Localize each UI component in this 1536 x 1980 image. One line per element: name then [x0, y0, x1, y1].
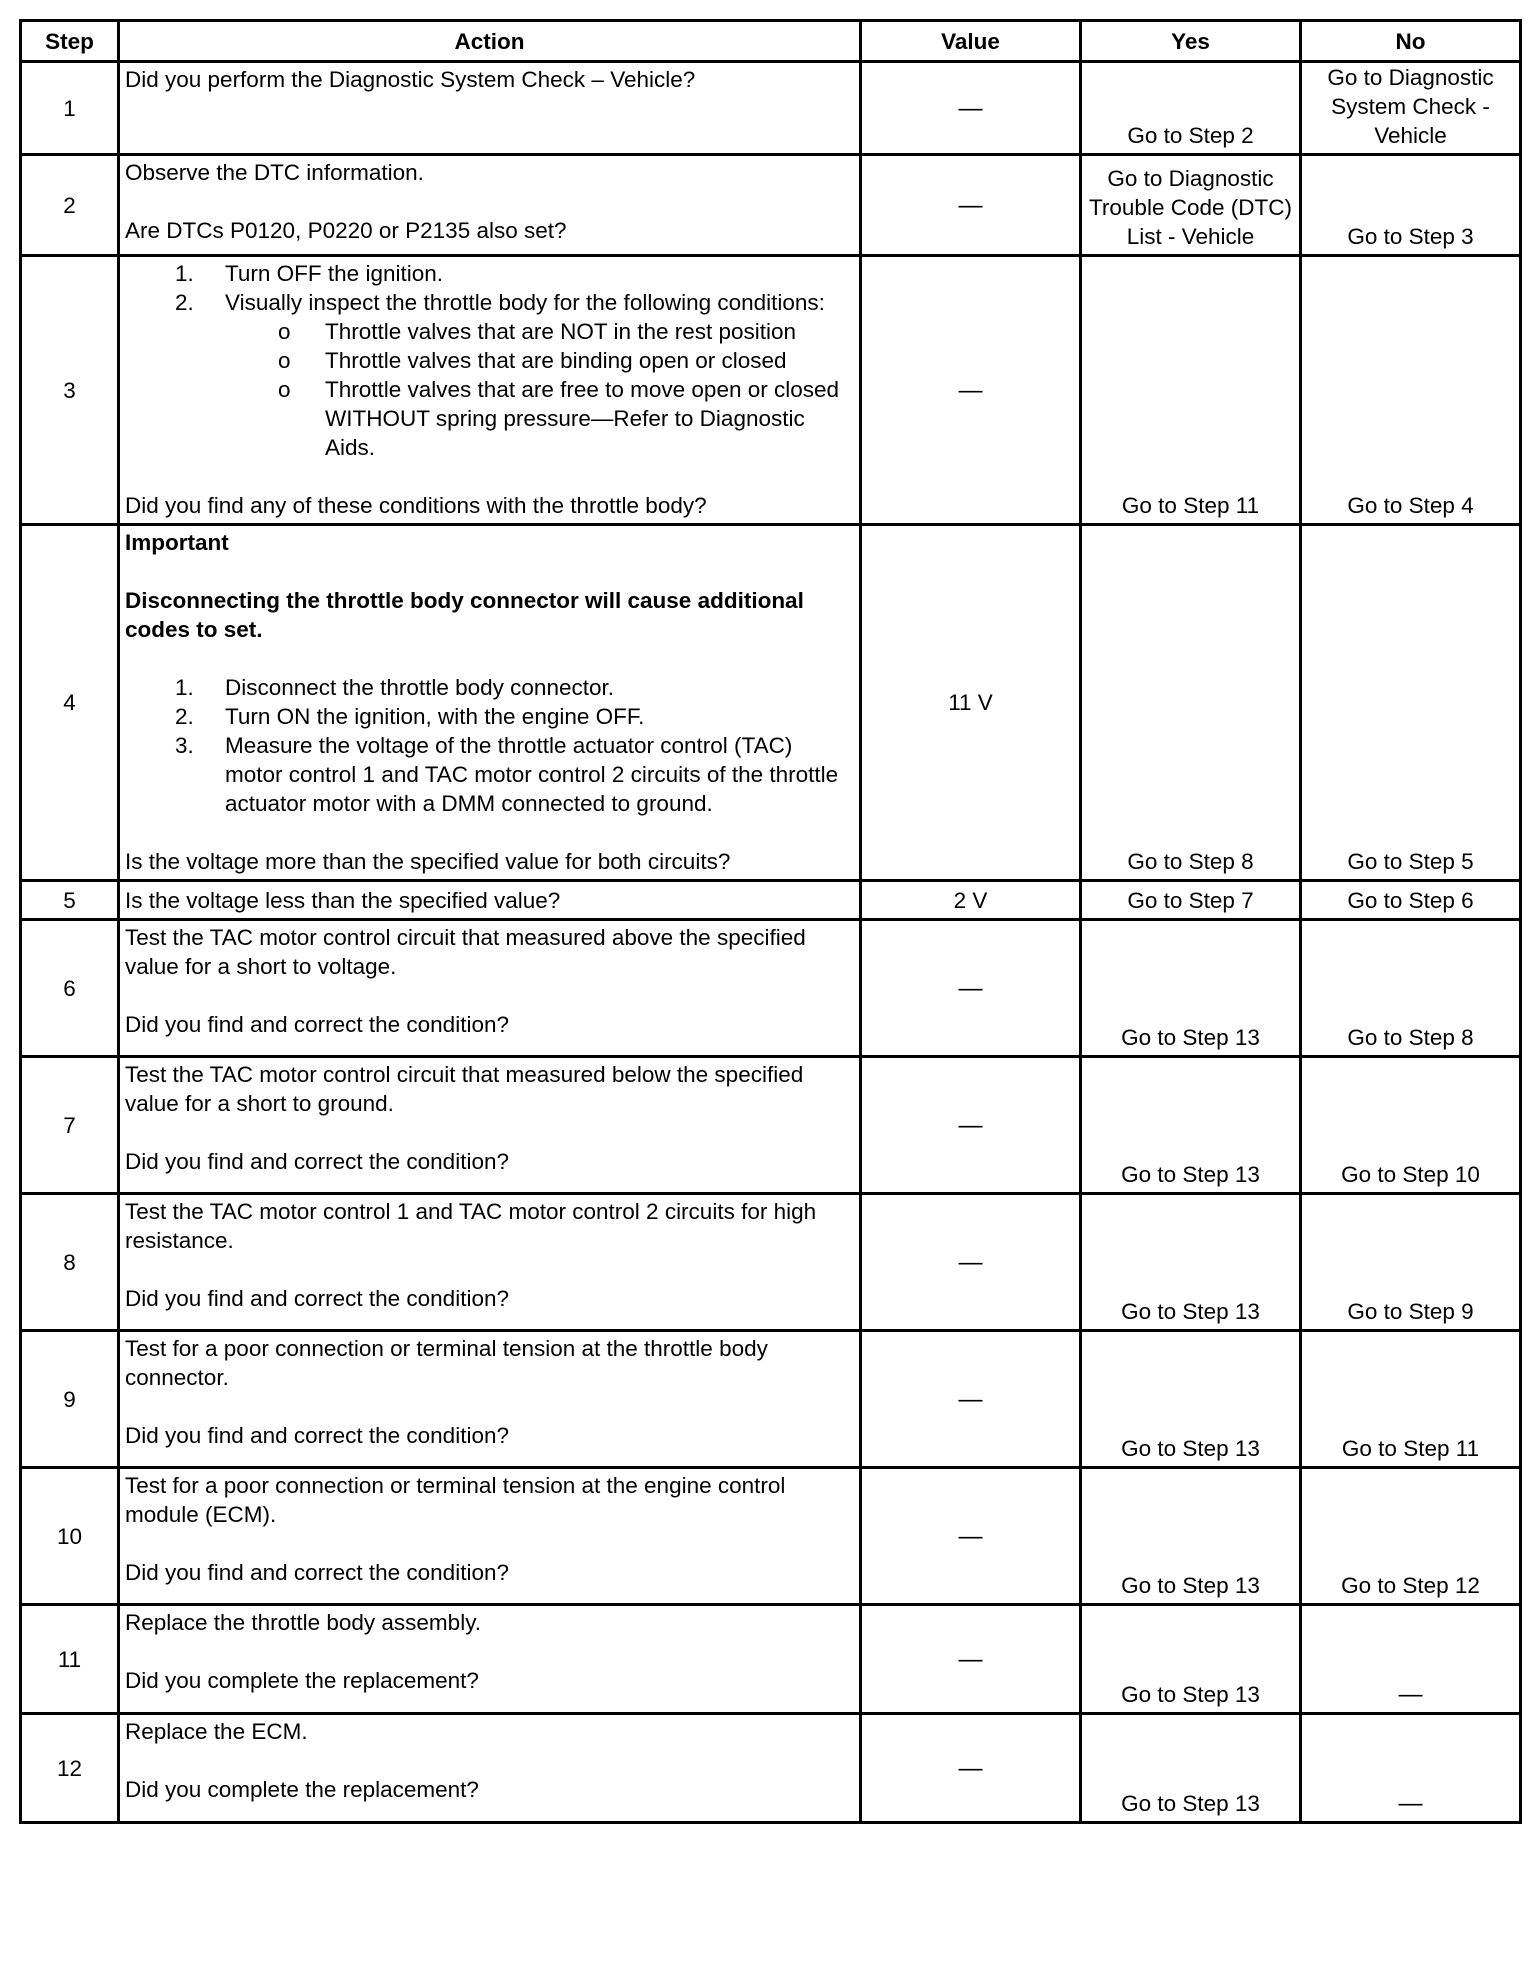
- header-action: Action: [119, 21, 861, 62]
- yes-cell: Go to Step 8: [1081, 525, 1301, 881]
- list-item: o Throttle valves that are binding open or closed: [278, 348, 787, 373]
- value-cell: —: [861, 62, 1081, 155]
- header-row: [21, 21, 1521, 62]
- header-yes: Yes: [1081, 21, 1301, 62]
- no-cell: Go to Step 8: [1301, 920, 1521, 1057]
- action-question: Did you find and correct the condition?: [125, 1560, 509, 1585]
- action-text: Test the TAC motor control circuit that measured above the specified value for a short to voltage.: [125, 925, 806, 979]
- yes-cell: Go to Diagnostic Trouble Code (DTC) List - Vehicle: [1081, 155, 1301, 256]
- table-row: [21, 525, 1521, 881]
- action-question: Are DTCs P0120, P0220 or P2135 also set?: [125, 218, 567, 243]
- value-cell: —: [861, 1057, 1081, 1194]
- list-item: 1. Turn OFF the ignition.: [175, 261, 444, 286]
- no-cell: Go to Step 12: [1301, 1468, 1521, 1605]
- action-question: Did you find and correct the condition?: [125, 1149, 509, 1174]
- no-cell: —: [1301, 1714, 1521, 1823]
- yes-cell: Go to Step 13: [1081, 1057, 1301, 1194]
- value-cell: 2 V: [861, 881, 1081, 920]
- action-question: Did you complete the replacement?: [125, 1777, 479, 1802]
- action-text: Test the TAC motor control 1 and TAC motor control 2 circuits for high resistance.: [125, 1199, 817, 1253]
- step-number: 6: [21, 920, 119, 1057]
- action-text: Test for a poor connection or terminal tension at the engine control module (ECM).: [125, 1473, 786, 1527]
- numbered-steps: [125, 259, 855, 317]
- numbered-steps: [125, 673, 855, 818]
- action-question: Did you find any of these conditions with the throttle body?: [125, 493, 707, 518]
- list-item: 2. Visually inspect the throttle body for the following conditions:: [175, 290, 825, 315]
- no-cell: —: [1301, 1605, 1521, 1714]
- action-question: Did you complete the replacement?: [125, 1668, 479, 1693]
- table-row: [21, 1194, 1521, 1331]
- header-value: Value: [861, 21, 1081, 62]
- table-row: [21, 256, 1521, 525]
- action-cell: [119, 1714, 861, 1823]
- yes-cell: Go to Step 7: [1081, 881, 1301, 920]
- step-number: 7: [21, 1057, 119, 1194]
- action-text: Replace the ECM.: [125, 1719, 308, 1744]
- step-number: 2: [21, 155, 119, 256]
- action-cell: [119, 1468, 861, 1605]
- table-row: [21, 155, 1521, 256]
- action-question: Is the voltage more than the specified value for both circuits?: [125, 849, 731, 874]
- no-cell: Go to Step 10: [1301, 1057, 1521, 1194]
- table-row: [21, 1714, 1521, 1823]
- action-cell: [119, 256, 861, 525]
- no-cell: Go to Step 11: [1301, 1331, 1521, 1468]
- table-row: [21, 1468, 1521, 1605]
- value-cell: —: [861, 920, 1081, 1057]
- action-cell: [119, 1194, 861, 1331]
- action-question: Did you find and correct the condition?: [125, 1012, 509, 1037]
- step-number: 3: [21, 256, 119, 525]
- yes-cell: Go to Step 13: [1081, 1468, 1301, 1605]
- no-cell: Go to Diagnostic System Check - Vehicle: [1301, 62, 1521, 155]
- action-cell: [119, 1331, 861, 1468]
- list-item: o Throttle valves that are NOT in the rest position: [278, 319, 797, 344]
- action-text: Is the voltage less than the specified value?: [125, 887, 561, 913]
- step-number: 12: [21, 1714, 119, 1823]
- action-cell: [119, 1605, 861, 1714]
- header-step: Step: [21, 21, 119, 62]
- list-item: o Throttle valves that are free to move open or closed WITHOUT spring pressure—Refer to Diagnostic Aids.: [278, 377, 840, 460]
- yes-cell: Go to Step 13: [1081, 1714, 1301, 1823]
- value-cell: —: [861, 155, 1081, 256]
- value-cell: —: [861, 1605, 1081, 1714]
- value-cell: —: [861, 1714, 1081, 1823]
- step-number: 1: [21, 62, 119, 155]
- no-cell: Go to Step 6: [1301, 881, 1521, 920]
- list-item: 1. Disconnect the throttle body connector.: [175, 675, 614, 700]
- step-number: 5: [21, 881, 119, 920]
- yes-cell: Go to Step 13: [1081, 1194, 1301, 1331]
- action-text: Replace the throttle body assembly.: [125, 1610, 482, 1635]
- action-cell: [119, 1057, 861, 1194]
- header-no: No: [1301, 21, 1521, 62]
- table-row: [21, 881, 1521, 920]
- step-number: 4: [21, 525, 119, 881]
- value-cell: —: [861, 1331, 1081, 1468]
- action-cell: [119, 525, 861, 881]
- action-cell: [119, 155, 861, 256]
- list-item: 3. Measure the voltage of the throttle actuator control (TAC) motor control 1 and TAC motor control 2 circuits of the throttle actuator motor with a DMM connected to ground.: [175, 733, 839, 816]
- diagnostic-table: [19, 19, 1522, 1824]
- step-number: 10: [21, 1468, 119, 1605]
- table-row: [21, 1331, 1521, 1468]
- no-cell: Go to Step 5: [1301, 525, 1521, 881]
- action-cell: [119, 62, 861, 155]
- action-question: Did you find and correct the condition?: [125, 1286, 509, 1311]
- action-text: Test for a poor connection or terminal tension at the throttle body connector.: [125, 1336, 768, 1390]
- table-row: [21, 920, 1521, 1057]
- action-text: Did you perform the Diagnostic System Check – Vehicle?: [125, 67, 696, 92]
- action-question: Did you find and correct the condition?: [125, 1423, 509, 1448]
- important-label: Important: [125, 530, 229, 555]
- action-text: Observe the DTC information.: [125, 160, 424, 185]
- table-row: [21, 1605, 1521, 1714]
- step-number: 8: [21, 1194, 119, 1331]
- yes-cell: Go to Step 2: [1081, 62, 1301, 155]
- step-number: 9: [21, 1331, 119, 1468]
- list-item: 2. Turn ON the ignition, with the engine OFF.: [175, 704, 645, 729]
- value-cell: —: [861, 1468, 1081, 1605]
- value-cell: —: [861, 1194, 1081, 1331]
- yes-cell: Go to Step 13: [1081, 1605, 1301, 1714]
- step-number: 11: [21, 1605, 119, 1714]
- action-cell: [119, 881, 861, 920]
- no-cell: Go to Step 4: [1301, 256, 1521, 525]
- value-cell: 11 V: [861, 525, 1081, 881]
- no-cell: Go to Step 9: [1301, 1194, 1521, 1331]
- action-cell: [119, 920, 861, 1057]
- important-warning: Disconnecting the throttle body connector will cause additional codes to set.: [125, 588, 804, 642]
- value-cell: —: [861, 256, 1081, 525]
- bullet-list: [125, 317, 855, 462]
- table-row: [21, 1057, 1521, 1194]
- action-text: Test the TAC motor control circuit that measured below the specified value for a short to ground.: [125, 1062, 804, 1116]
- yes-cell: Go to Step 11: [1081, 256, 1301, 525]
- yes-cell: Go to Step 13: [1081, 920, 1301, 1057]
- table-row: [21, 62, 1521, 155]
- yes-cell: Go to Step 13: [1081, 1331, 1301, 1468]
- no-cell: Go to Step 3: [1301, 155, 1521, 256]
